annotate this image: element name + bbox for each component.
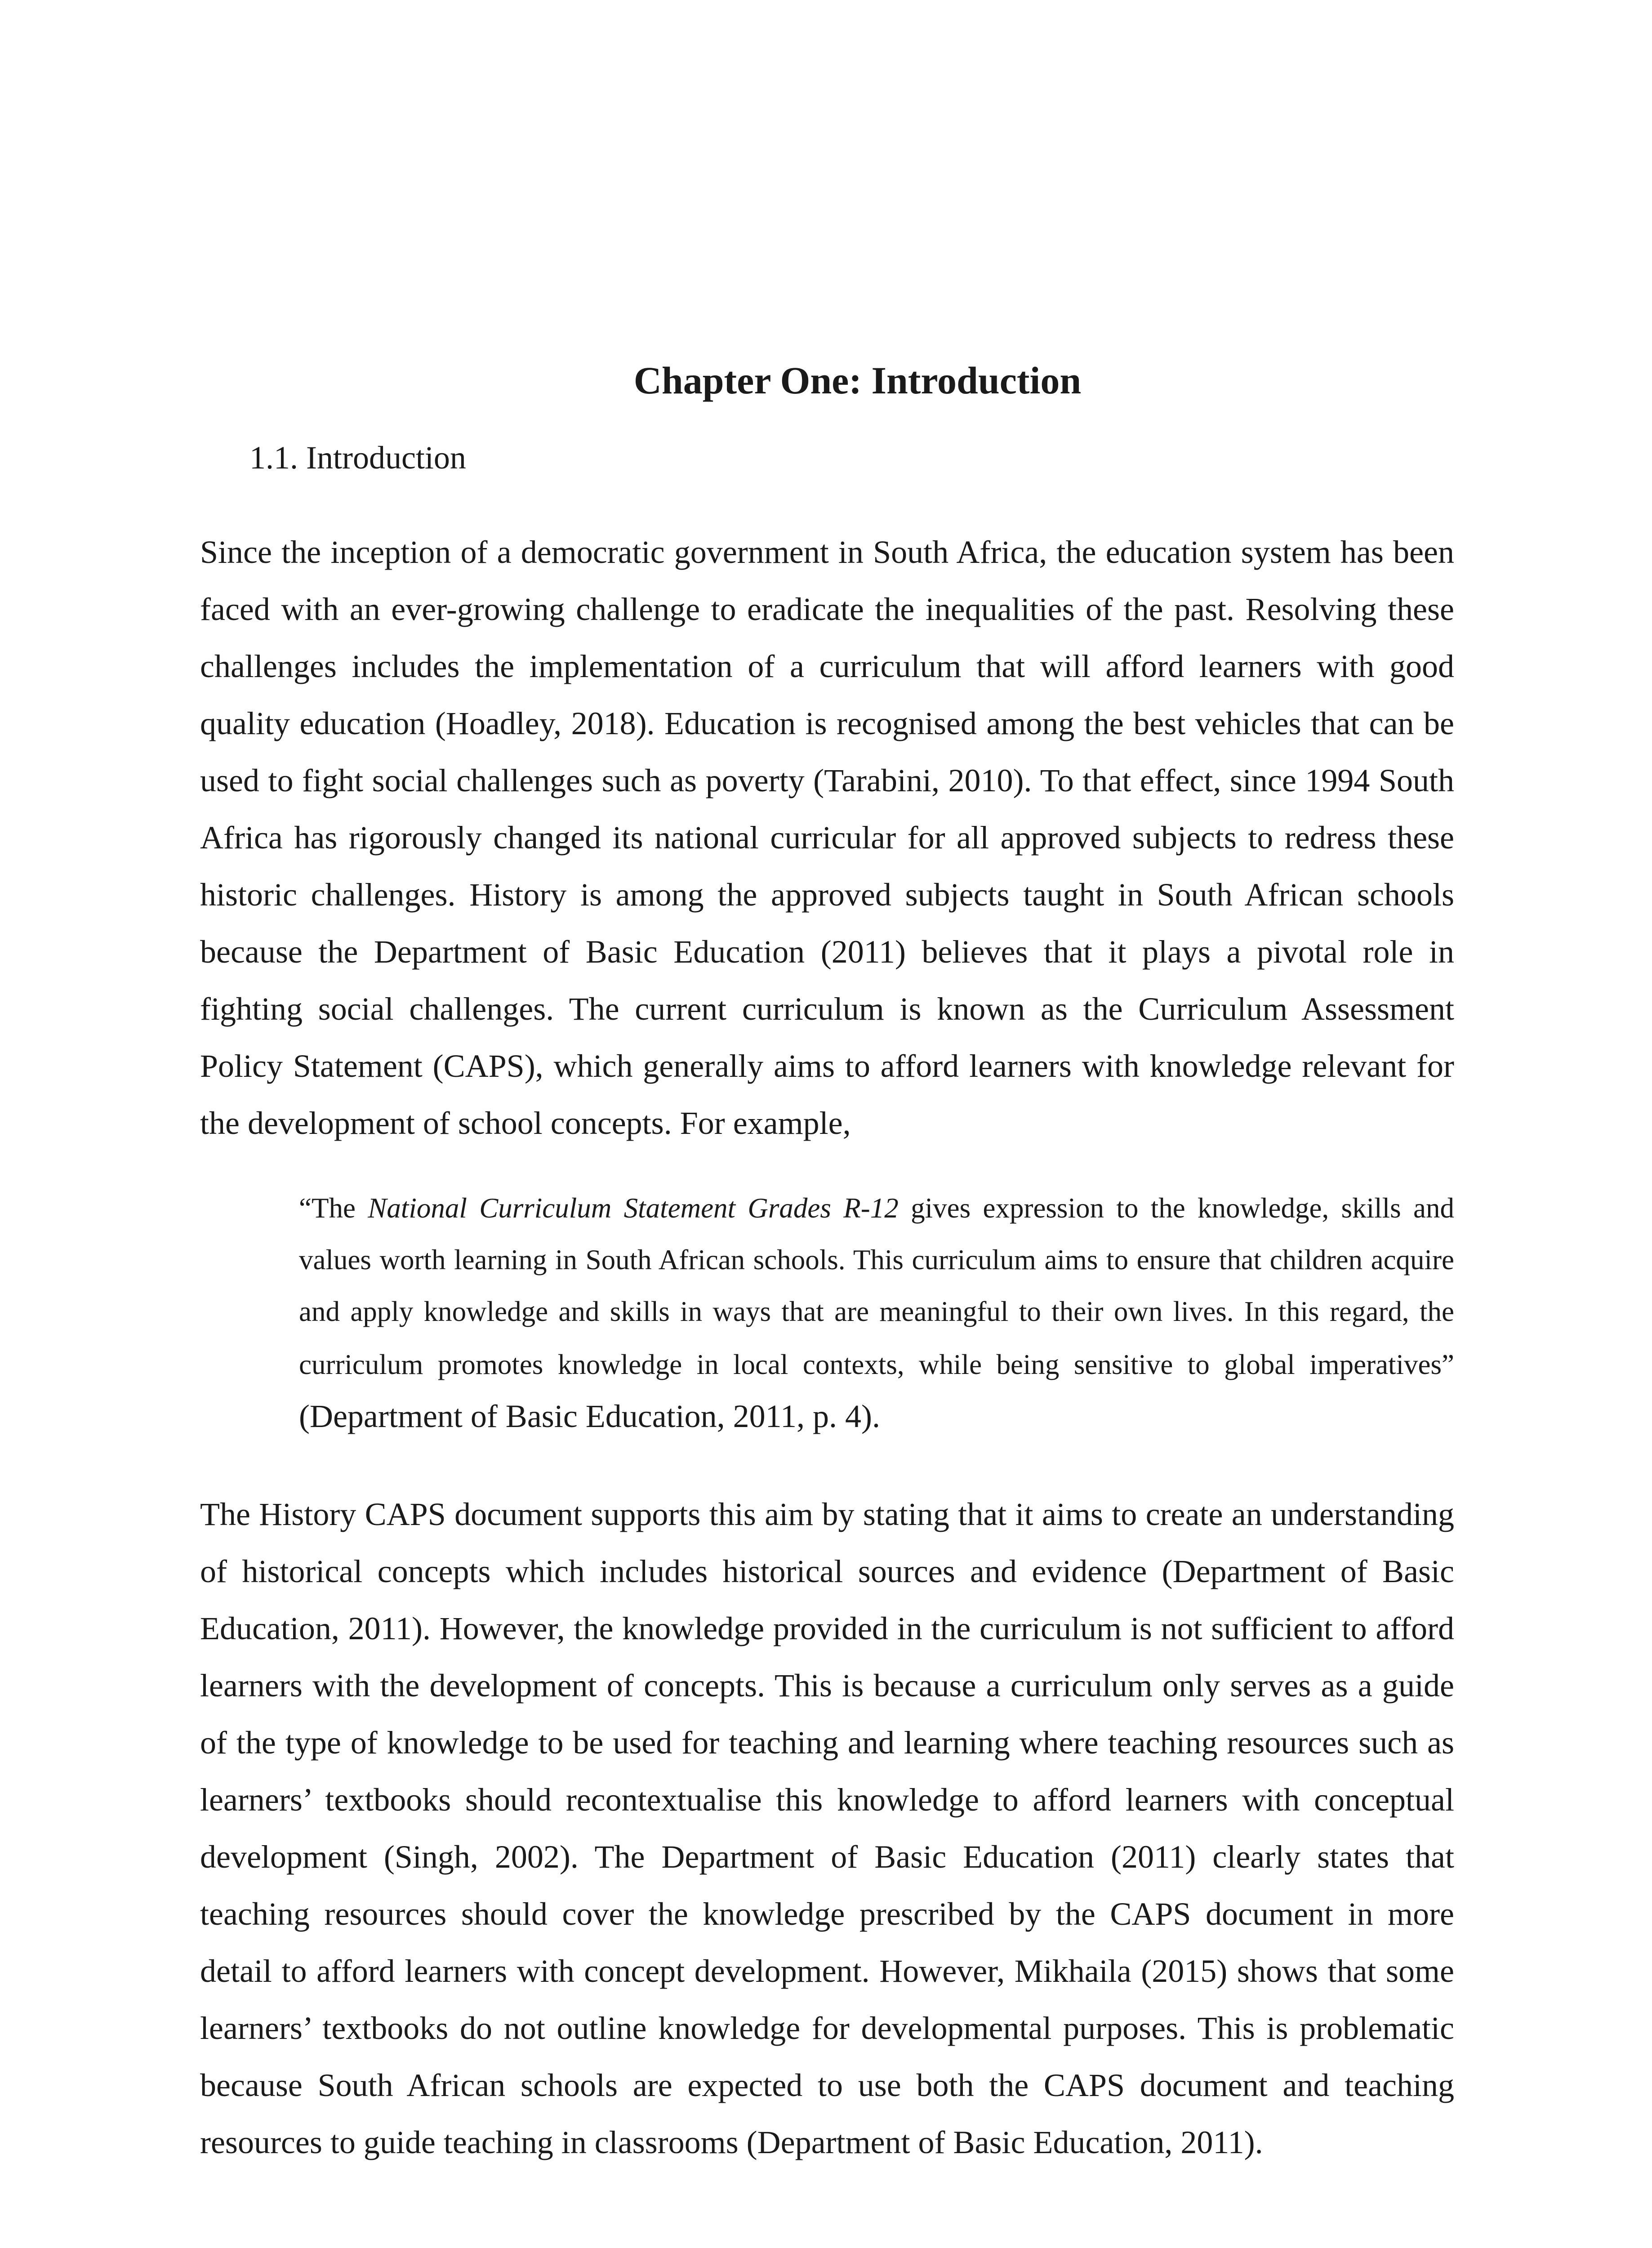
quote-body: gives expression to the knowledge, skills and values worth learning in South African schools. This curriculum aims to ensure that children acquire and apply knowledge and skills in ways that are meaningful to their own lives. In this regard, the curriculum promotes knowledge in local contexts, while being sensitive to global imperatives” — [299, 1192, 1454, 1380]
quote-italic-title: National Curriculum Statement Grades R-12 — [368, 1192, 899, 1224]
body-paragraph-2: The History CAPS document supports this aim by stating that it aims to create an understanding of historical concepts which includes historical sources and evidence (Department of Basic Education, 2011). However, the knowledge provided in the curriculum is not sufficient to afford learners with the development of concepts. This is because a curriculum only serves as a guide of the type of knowledge to be used for teaching and learning where teaching resources such as learners’ textbooks should recontextualise this knowledge to afford learners with conceptual development (Singh, 2002). The Department of Basic Education (2011) clearly states that teaching resources should cover the knowledge prescribed by the CAPS document in more detail to afford learners with concept development. However, Mikhaila (2015) shows that some learners’ textbooks do not outline knowledge for developmental purposes. This is problematic because South African schools are expected to use both the CAPS document and teaching resources to guide teaching in classrooms (Department of Basic Education, 2011). — [200, 1496, 1454, 2160]
block-quote — [299, 1182, 1454, 1444]
quote-open: “The — [299, 1192, 368, 1224]
body-paragraph-1: Since the inception of a democratic government in South Africa, the education system has been faced with an ever-growing challenge to eradicate the inequalities of the past. Resolving these challenges includes the implementation of a curriculum that will afford learners with good quality education (Hoadley, 2018). Education is recognised among the best vehicles that can be used to fight social challenges such as poverty (Tarabini, 2010). To that effect, since 1994 South Africa has rigorously changed its national curricular for all approved subjects to redress these historic challenges. History is among the approved subjects taught in South African schools because the Department of Basic Education (2011) believes that it plays a pivotal role in fighting social challenges. The current curriculum is known as the Curriculum Assessment Policy Statement (CAPS), which generally aims to afford learners with knowledge relevant for the development of school concepts. For example, — [200, 534, 1454, 1141]
chapter-title: Chapter One: Introduction — [633, 359, 1082, 402]
section-heading: 1.1. Introduction — [249, 440, 466, 476]
quote-citation: (Department of Basic Education, 2011, p. 4). — [299, 1398, 880, 1434]
